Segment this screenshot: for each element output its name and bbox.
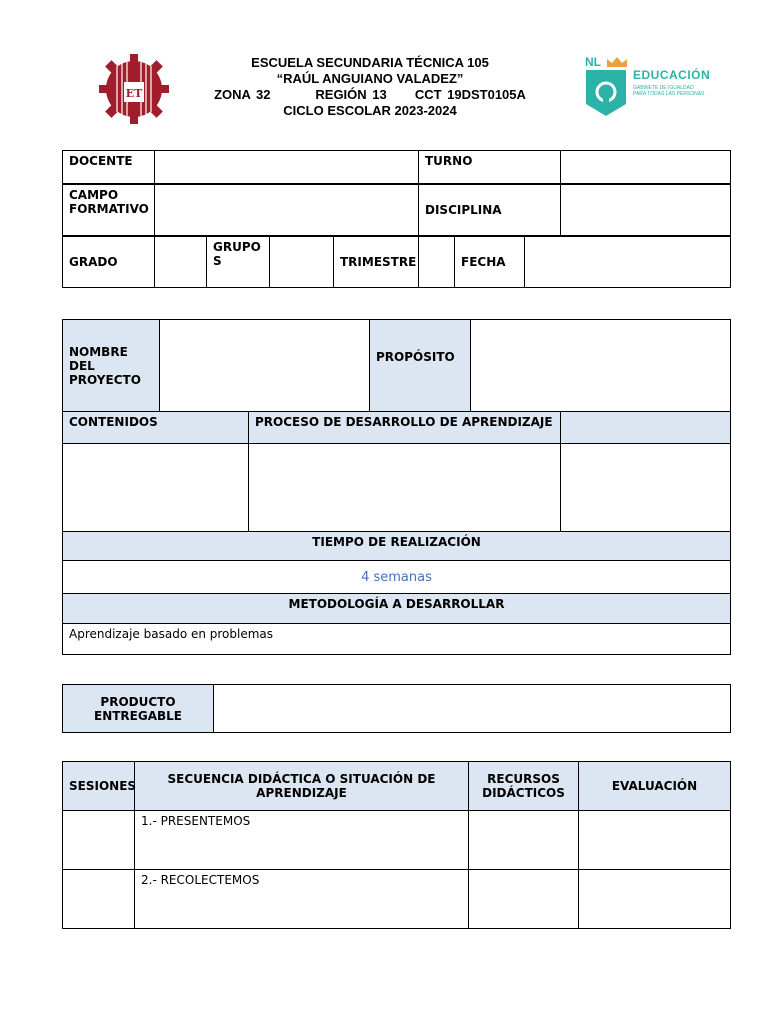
school-name: ESCUELA SECUNDARIA TÉCNICA 105: [251, 55, 489, 70]
tiempo-value[interactable]: 4 semanas: [63, 561, 731, 594]
education-subtitle-line2: PARA TODAS LAS PERSONAS: [633, 91, 705, 97]
extra-field[interactable]: [561, 444, 731, 532]
secuencia-cell[interactable]: 2.- RECOLECTEMOS: [135, 870, 469, 929]
grupos-field[interactable]: [270, 236, 334, 288]
grupos-label: GRUPO S: [207, 236, 270, 288]
proceso-field[interactable]: [249, 444, 561, 532]
education-subtitle-line1: GABINETE DE IGUALDAD: [633, 85, 694, 91]
table-row: [63, 811, 731, 870]
school-cycle: CICLO ESCOLAR 2023-2024: [283, 103, 457, 118]
evaluacion-cell[interactable]: [579, 811, 731, 870]
header-blank-cell: [561, 412, 731, 444]
contenidos-label: CONTENIDOS: [63, 412, 249, 444]
sesion-cell[interactable]: [63, 811, 135, 870]
sesion-cell[interactable]: [63, 870, 135, 929]
nombre-proyecto-label: NOMBRE DEL PROYECTO: [63, 320, 160, 412]
grado-field[interactable]: [155, 236, 207, 288]
secuencia-cell[interactable]: 1.- PRESENTEMOS: [135, 811, 469, 870]
sesiones-header: SESIONES: [63, 762, 135, 811]
turno-label: TURNO: [419, 151, 561, 184]
disciplina-label: DISCIPLINA: [419, 184, 561, 236]
proposito-field[interactable]: [471, 320, 731, 412]
cct: CCT 19DST0105A: [414, 87, 526, 102]
document-header: [0, 0, 768, 140]
zona: ZONA 32: [214, 87, 271, 102]
producto-field[interactable]: [214, 685, 731, 733]
metodologia-label: METODOLOGÍA A DESARROLLAR: [63, 594, 731, 624]
nl-text: NL: [585, 55, 601, 69]
campo-formativo-field[interactable]: [155, 184, 419, 236]
school-location: [200, 87, 540, 103]
tiempo-label: TIEMPO DE REALIZACIÓN: [63, 532, 731, 561]
proposito-label: PROPÓSITO: [370, 320, 471, 412]
table-row: [63, 870, 731, 929]
fecha-field[interactable]: [525, 236, 731, 288]
evaluacion-header: EVALUACIÓN: [579, 762, 731, 811]
recursos-cell[interactable]: [469, 811, 579, 870]
docente-field[interactable]: [155, 151, 419, 184]
trimestre-field[interactable]: [419, 236, 455, 288]
producto-label: PRODUCTO ENTREGABLE: [63, 685, 214, 733]
svg-text:ET: ET: [125, 87, 143, 100]
crown-icon: [607, 57, 627, 67]
nombre-proyecto-field[interactable]: [160, 320, 370, 412]
shield-icon: [586, 70, 626, 116]
trimestre-label: TRIMESTRE: [334, 236, 419, 288]
gear-emblem-icon: [97, 52, 171, 126]
nl-education-logo: [583, 54, 713, 116]
education-subtitle: [633, 85, 713, 97]
project-table: [62, 319, 731, 655]
proceso-label: PROCESO DE DESARROLLO DE APRENDIZAJE: [249, 412, 561, 444]
disciplina-field[interactable]: [561, 184, 731, 236]
sessions-table: [62, 761, 731, 929]
recursos-header: RECURSOS DIDÁCTICOS: [469, 762, 579, 811]
contenidos-field[interactable]: [63, 444, 249, 532]
school-info: [200, 55, 540, 119]
producto-table: [62, 684, 731, 733]
turno-field[interactable]: [561, 151, 731, 184]
school-subtitle: “RAÚL ANGUIANO VALADEZ”: [276, 71, 464, 86]
fecha-label: FECHA: [455, 236, 525, 288]
evaluacion-cell[interactable]: [579, 870, 731, 929]
campo-formativo-label: CAMPO FORMATIVO: [63, 184, 155, 236]
recursos-cell[interactable]: [469, 870, 579, 929]
info-table: [62, 150, 731, 288]
education-text: EDUCACIÓN: [633, 68, 711, 82]
grado-label: GRADO: [63, 236, 155, 288]
region: REGIÓN 13: [315, 87, 387, 102]
docente-label: DOCENTE: [63, 151, 155, 184]
secuencia-header: SECUENCIA DIDÁCTICA O SITUACIÓN DE APRENDIZAJE: [135, 762, 469, 811]
metodologia-value[interactable]: Aprendizaje basado en problemas: [63, 624, 731, 655]
